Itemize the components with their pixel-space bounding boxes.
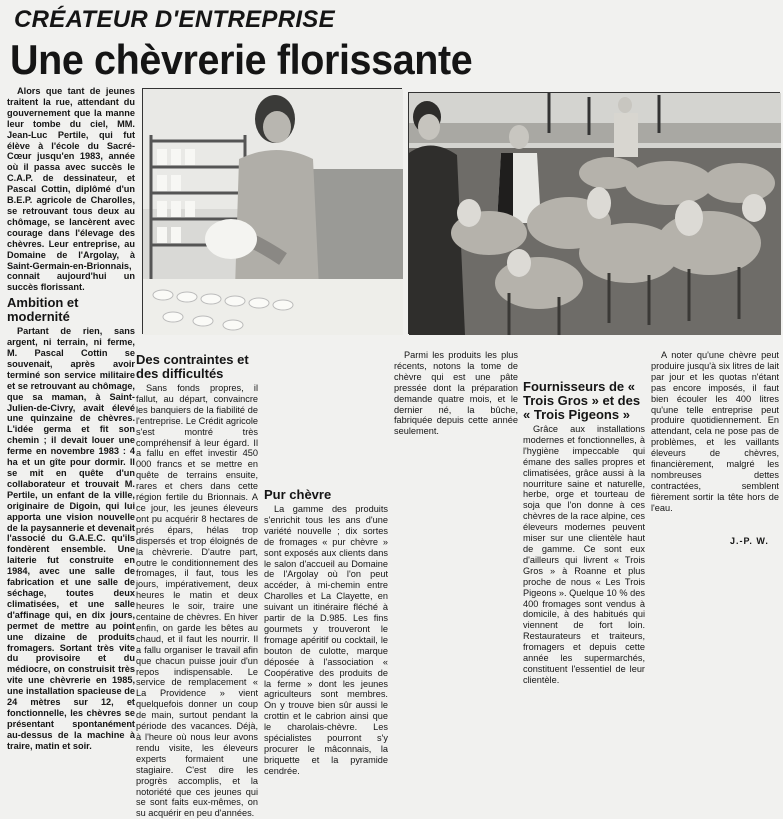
section-text-pur-chevre: La gamme des produits s'enrichit tous les ans d'une variété nouvelle ; dix sortes de fromages « pur chèvre » sont exposés aux clients dans le salon d'accueil au Domaine de l'Argolay où l'on peut accéder, à mi-chemin entre Charolles et La Clayette, en suivant un itinéraire fléché à partir de la D.985. Les fins gourmets y trouveront le fromage apéritif ou cocktail, le bouton de culotte, marque déposée à l'association « Coopérative des produits de la ferme » dont les jeunes agriculteurs sont membres. On y trouve bien sûr aussi le crottin et le cabrion ainsi que le charolais-chèvre. Les spécialistes pourront s'y procurer le mâconnais, la briquette et la pyramide cendrée. <box>264 504 388 776</box>
section-text-quotas: A noter qu'une chèvre peut produire jusqu'à six litres de lait par jour et les quotas n'étant pas encore imposés, il faut bien écouler les 400 litres qu'une telle entreprise peut produire quotidiennement. En attendant, cela ne pose pas de problèmes, et les vaillants éleveurs de chèvres, financièrement, malgré les nombreuses dettes contractées, semblent fièrement sortir la tête hors de l'eau. <box>651 350 779 513</box>
cheese-room-image <box>143 89 403 335</box>
section-title-contraintes: Des contraintes et des difficultés <box>136 352 249 381</box>
section-text-pur-chevre-cont: Parmi les produits les plus récents, notons la tome de chèvre qui est une pâte pressée dont la préparation demande quatre mois, et le dernier né, la bûche, fabriquée depuis cette année seulement. <box>394 350 518 437</box>
article-kicker: CRÉATEUR D'ENTREPRISE <box>14 6 335 33</box>
section-text-ambition: Partant de rien, sans argent, ni terrain, ni ferme, M. Pascal Cottin se souvenait, après avoir terminé son service militaire et se retrouvant au chômage, que sa maman, à Saint-Julien-de-Civry, avait élevé une quinzaine de chèvres. L'idée germa et fit son chemin ; il devait louer une ferme en novembre 1983 : 4 ha et un gîte pour dormir. Il se mit en quête d'un collaborateur et trouvait M. Pertile, un enfant de la ville, originaire de Digoin, qui lui apporta une vision nouvelle de la paysannerie et devenait l'associé du G.A.E.C. qu'ils fondèrent ensemble. Une laiterie fut construite en 1984, avec une salle de fabrication et une salle de séchage, toutes deux climatisées, et une salle d'affinage qui, en dix jours, permet de mettre au point une dizaine de produits fromagers. Sortant très vite du provisoire et du médiocre, on construisit très vite une chèvrerie en 1985, une installation spacieuse de 24 mètres sur 12, et fonctionnelle, les chèvres se présentant spontanément au-dessus de la machine à traire, matin et soir. <box>7 326 135 751</box>
article-column-1 <box>7 86 135 751</box>
article-column-2 <box>136 350 258 819</box>
article-column-4 <box>394 350 518 542</box>
author-credit: J.-P. W. <box>730 536 769 546</box>
article-column-5 <box>523 350 645 685</box>
section-text-contraintes: Sans fonds propres, il fallut, au départ, convaincre les banquiers de la fiabilité de l'entreprise. Le Crédit agricole s'est montré très compréhensif à leur égard. Il a fallu en effet investir 450 000 francs et se mettre en quête de terrains ensuite, rares et chers dans cette région fertile du Brionnais. A ce jour, les jeunes éleveurs ont pu acquérir 8 hectares de prés épars, hélas trop dispersés et trop éloignés de la chèvrerie. D'autre part, outre le conditionnement des fromages, il faut, tous les jours, impérativement, deux heures le matin et deux heures le soir, traire une centaine de chèvres. En hiver enfin, on garde les bêtes au chaud, et il faut les nourrir. Il a fallu organiser le travail afin que chacun puisse jouir d'un repos indispensable. Le service de remplacement « La Providence » vient quelquefois donner un coup de main, surtout pendant la période des vacances. Déjà, à l'heure où nous leur avons rendu visite, les éleveurs experts formaient une stagiaire. C'est dire les progrès accomplis, et la notoriété que ces jeunes qui se sont faits eux-mêmes, on su acquérir en peu d'années. <box>136 383 258 819</box>
section-text-fournisseurs: Grâce aux installations modernes et fonctionnelles, à l'hygiène impeccable qui émane des salles propres et climatisées, grâce aussi à la nourriture saine et naturelle, herbe, orge et tourteau de soja que l'on donne à ces chèvres de la race alpine, ces éleveurs modernes peuvent miser sur une clientèle haut de gamme. Ce sont eux d'ailleurs qui livrent « Trois Gros » à Roanne et plus proche de nous « Les Trois Pigeons ». Quelque 10 % des 400 fromages sont vendus à domicile, à des habitués qui viennent de fort loin. Restaurateurs et traiteurs, fromagers et depuis cette année les supermarchés, constituent l'essentiel de leur clientèle. <box>523 424 645 685</box>
photo-cheese-room <box>142 88 402 334</box>
goat-herd-image <box>409 93 781 335</box>
section-title-pur-chevre: Pur chèvre <box>264 487 332 502</box>
photo-goat-herd <box>408 92 780 334</box>
article-intro: Alors que tant de jeunes traitent la rue, attendant du gouvernement que la manne leur tombe du ciel, MM. Jean-Luc Pertile, qui fut élève à l'école du Sacré-Cœur jusqu'en 1983, année où il passa avec succès le C.A.P. de dessinateur, et Pascal Cottin, diplômé d'un B.E.P. agricole de Charolles, se retrouvant tous deux au chômage, se lancèrent avec courage dans l'élevage des chèvres. Leur entreprise, au Domaine de l'Argolay, à Saint-Germain-en-Brionnais, connait aujourd'hui un succès florissant. <box>7 86 135 293</box>
section-title-fournisseurs: Fournisseurs de « Trois Gros » et des « Trois Pigeons » <box>523 379 641 422</box>
article-column-6 <box>651 350 779 532</box>
article-column-3 <box>264 350 388 776</box>
section-title-ambition: Ambition et modernité <box>7 295 79 325</box>
article-headline: Une chèvrerie florissante <box>10 36 473 83</box>
